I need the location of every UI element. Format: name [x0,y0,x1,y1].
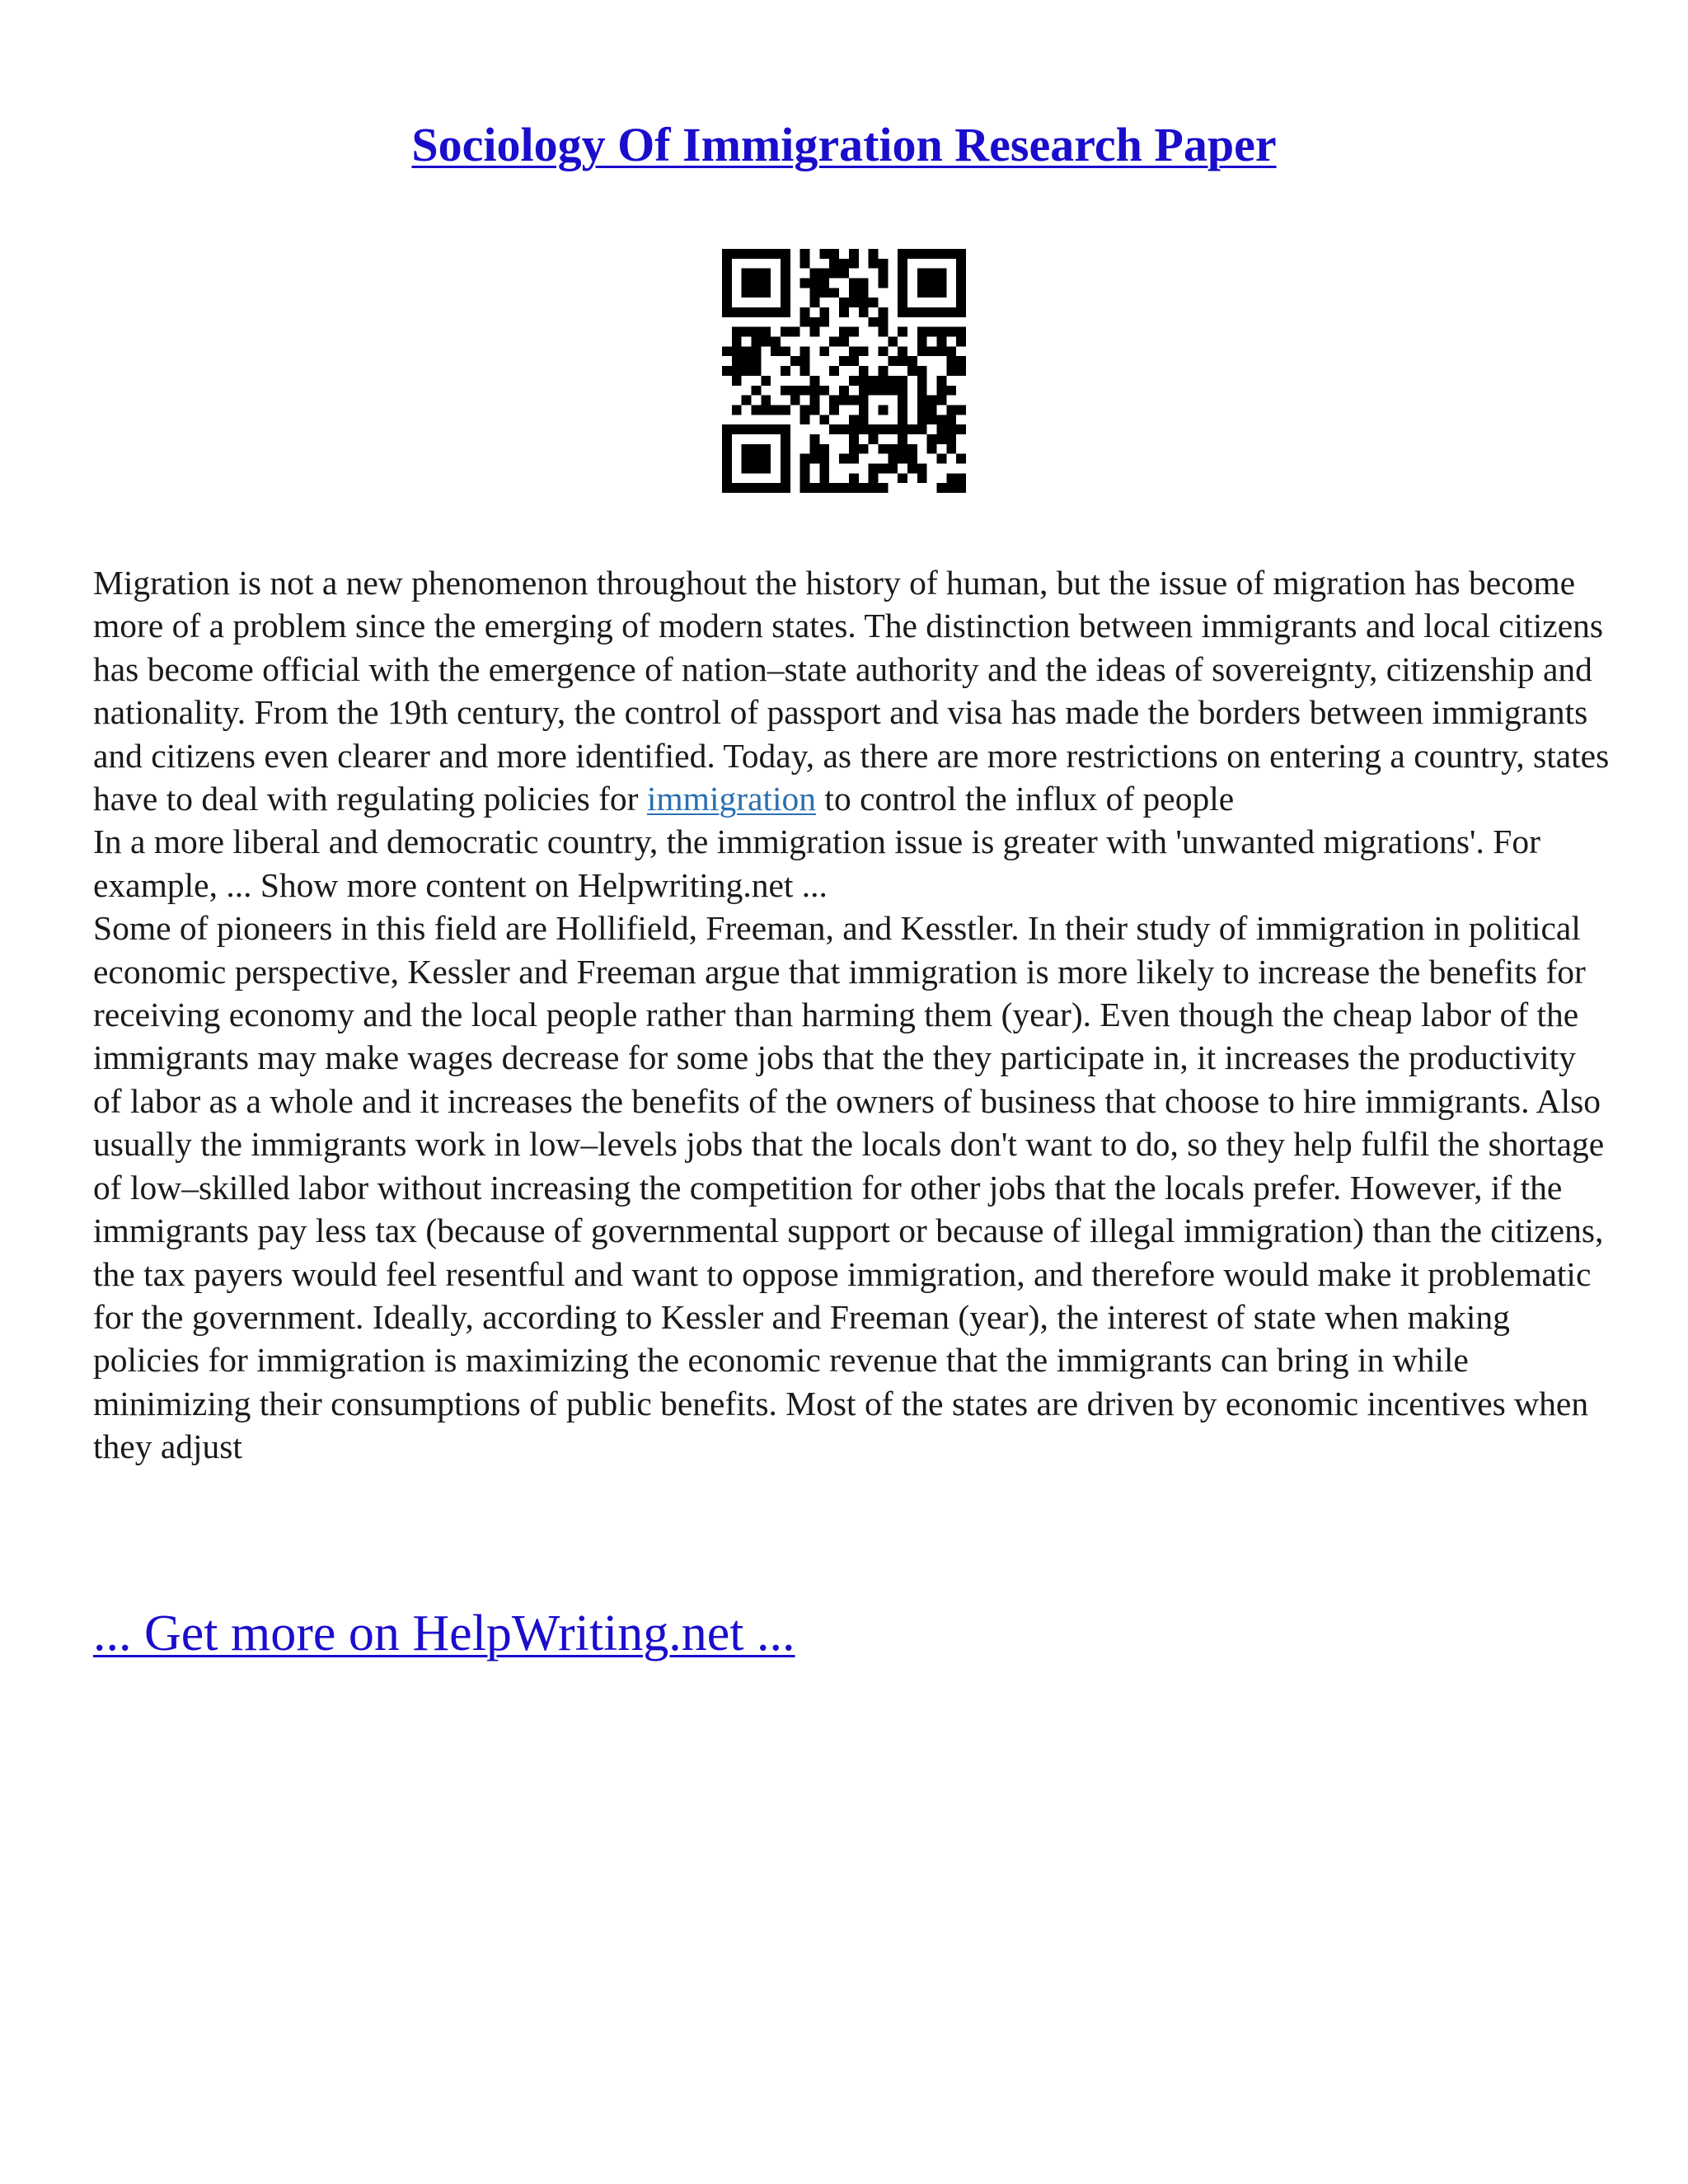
get-more-section [93,1601,795,1666]
qr-code-icon [722,249,966,493]
paragraph-1-text-end: to control the influx of people [816,780,1235,818]
paragraph-3: Some of pioneers in this field are Hollifield, Freeman, and Kesstler. In their study of immigration in political economic perspective, Kessler and Freeman argue that immigration is more likely to increase the benefits for receiving economy and the local people rather than harming them (year). Even though the cheap labor of the immigrants may make wages decrease for some jobs that the they participate in, it increases the productivity of labor as a whole and it increases the benefits of the owners of business that choose to hire immigrants. Also usually the immigrants work in low–levels jobs that the locals don't want to do, so they help fulfil the shortage of low–skilled labor without increasing the competition for other jobs that the locals prefer. However, if the immigrants pay less tax (because of governmental support or because of illegal immigration) than the citizens, the tax payers would feel resentful and want to oppose immigration, and therefore would make it problematic for the government. Ideally, according to Kessler and Freeman (year), the interest of state when making policies for immigration is maximizing the economic revenue that the immigrants can bring in while minimizing their consumptions of public benefits. Most of the states are driven by economic incentives when they adjust [93,909,1605,1466]
article-body [93,561,1610,1469]
paragraph-2: In a more liberal and democratic country, the immigration issue is greater with 'unwanted migrations'. For example, ... Show more content on Helpwriting.net ... [93,823,1540,904]
immigration-link[interactable]: immigration [646,780,817,818]
page-title [0,114,1688,176]
get-more-link[interactable]: ... Get more on HelpWriting.net ... [93,1605,795,1661]
title-link[interactable]: Sociology Of Immigration Research Paper [411,118,1277,171]
paragraph-1 [93,561,1610,820]
paragraph-1-text: Migration is not a new phenomenon throughout the history of human, but the issue of migration has become more of a problem since the emerging of modern states. The distinction between immigrants and local citizens has become official with the emergence of nation–state authority and the ideas of sovereignty, citizenship and nationality. From the 19th century, the control of passport and visa has made the borders between immigrants and citizens even clearer and more identified. Today, as there are more restrictions on entering a country, states have to deal with regulating policies for [93,564,1610,818]
